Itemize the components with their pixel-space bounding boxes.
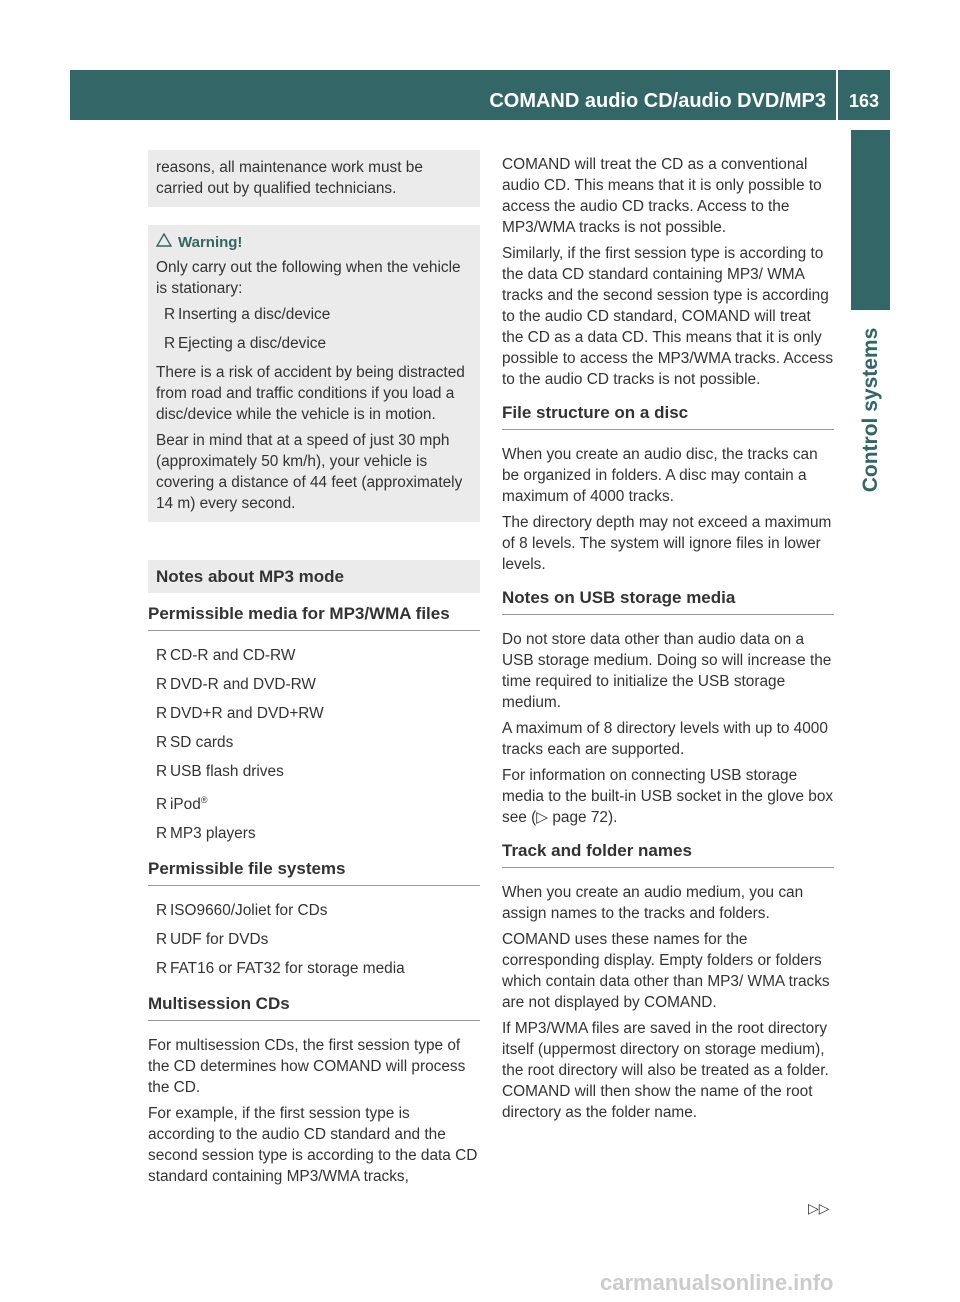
paragraph: A maximum of 8 directory levels with up to 4000 tracks each are supported.	[502, 720, 828, 758]
warning-title: Warning!	[178, 234, 243, 251]
continue-arrows-icon: ▷▷	[808, 1200, 830, 1216]
list-item: R CD-R and CD-RW	[156, 647, 296, 664]
list-item: R iPod®	[156, 795, 208, 814]
paragraph: If MP3/WMA files are saved in the root directory itself (uppermost directory on storage medium), the root directory will also be treated as a folder. COMAND will then show the name of the root directory as the folder name.	[502, 1020, 829, 1121]
file-structure-heading: File structure on a disc	[502, 402, 834, 430]
list-item: R ISO9660/Joliet for CDs	[156, 902, 328, 920]
paragraph: Do not store data other than audio data on a USB storage medium. Doing so will increase the time required to initialize the USB storage medium.	[502, 631, 832, 711]
warning-triangle-icon	[156, 232, 172, 253]
section-title: Notes about MP3 mode	[148, 560, 480, 593]
paragraph: COMAND uses these names for the corresponding display. Empty folders or folders which contain data other than MP3/ WMA tracks are not displayed by COMAND.	[502, 931, 830, 1011]
list-item: R FAT16 or FAT32 for storage media	[156, 960, 405, 978]
paragraph: Similarly, if the first session type is according to the data CD standard containing MP3/ WMA tracks and the second session type is according to the audio CD standard, COMAND will treat the CD as a data CD. This means that it is only possible to access the MP3/WMA tracks. Access to the audio CD tracks is not possible.	[502, 245, 834, 388]
media-heading: Permissible media for MP3/WMA files	[148, 603, 480, 631]
maintenance-note-text: reasons, all maintenance work must be carried out by qualified technicians.	[156, 159, 423, 197]
maintenance-note	[148, 150, 480, 207]
paragraph: For multisession CDs, the first session type of the CD determines how COMAND will process the CD.	[148, 1037, 466, 1097]
warning-box	[148, 225, 480, 522]
warning-intro: Only carry out the following when the vehicle is stationary:	[156, 259, 461, 297]
warning-heading	[156, 232, 472, 253]
paragraph: When you create an audio disc, the tracks can be organized in folders. A disc may contain a maximum of 4000 tracks.	[502, 446, 818, 505]
page-number: 163	[836, 70, 890, 120]
multisession-heading: Multisession CDs	[148, 993, 480, 1021]
usb-heading: Notes on USB storage media	[502, 587, 834, 615]
paragraph: The directory depth may not exceed a maximum of 8 levels. The system will ignore files in lower levels.	[502, 514, 832, 573]
right-column	[502, 154, 834, 1128]
filesystem-heading: Permissible file systems	[148, 858, 480, 886]
page-title: COMAND audio CD/audio DVD/MP3	[489, 90, 826, 112]
warning-paragraph: Bear in mind that at a speed of just 30 mph (approximately 50 km/h), your vehicle is covering a distance of 44 feet (approximately 14 m) every second.	[156, 432, 463, 512]
warning-item: R Ejecting a disc/device	[164, 335, 326, 352]
list-item: R SD cards	[156, 734, 234, 751]
list-item: R DVD+R and DVD+RW	[156, 705, 324, 722]
list-item: R DVD-R and DVD-RW	[156, 676, 316, 693]
side-tab-marker	[851, 130, 890, 310]
watermark: carmanualsonline.info	[600, 1270, 834, 1295]
warning-item: R Inserting a disc/device	[164, 306, 331, 323]
side-tab-label: Control systems	[858, 327, 882, 493]
warning-paragraph: There is a risk of accident by being distracted from road and traffic conditions if you load a disc/device while the vehicle is in motion.	[156, 364, 465, 423]
list-item: R MP3 players	[156, 825, 256, 843]
paragraph: When you create an audio medium, you can assign names to the tracks and folders.	[502, 884, 804, 922]
paragraph: For example, if the first session type is according to the audio CD standard and the second session type is according to the data CD standard containing MP3/WMA tracks,	[148, 1105, 478, 1186]
paragraph: COMAND will treat the CD as a conventional audio CD. This means that it is only possible to access the audio CD tracks. Access to the MP3/WMA tracks is not possible.	[502, 156, 822, 236]
left-column	[148, 150, 480, 1192]
track-folder-heading: Track and folder names	[502, 840, 834, 868]
list-item: R USB flash drives	[156, 763, 284, 780]
paragraph: For information on connecting USB storage media to the built-in USB socket in the glove box see (▷ page 72).	[502, 767, 834, 826]
list-item: R UDF for DVDs	[156, 931, 269, 949]
